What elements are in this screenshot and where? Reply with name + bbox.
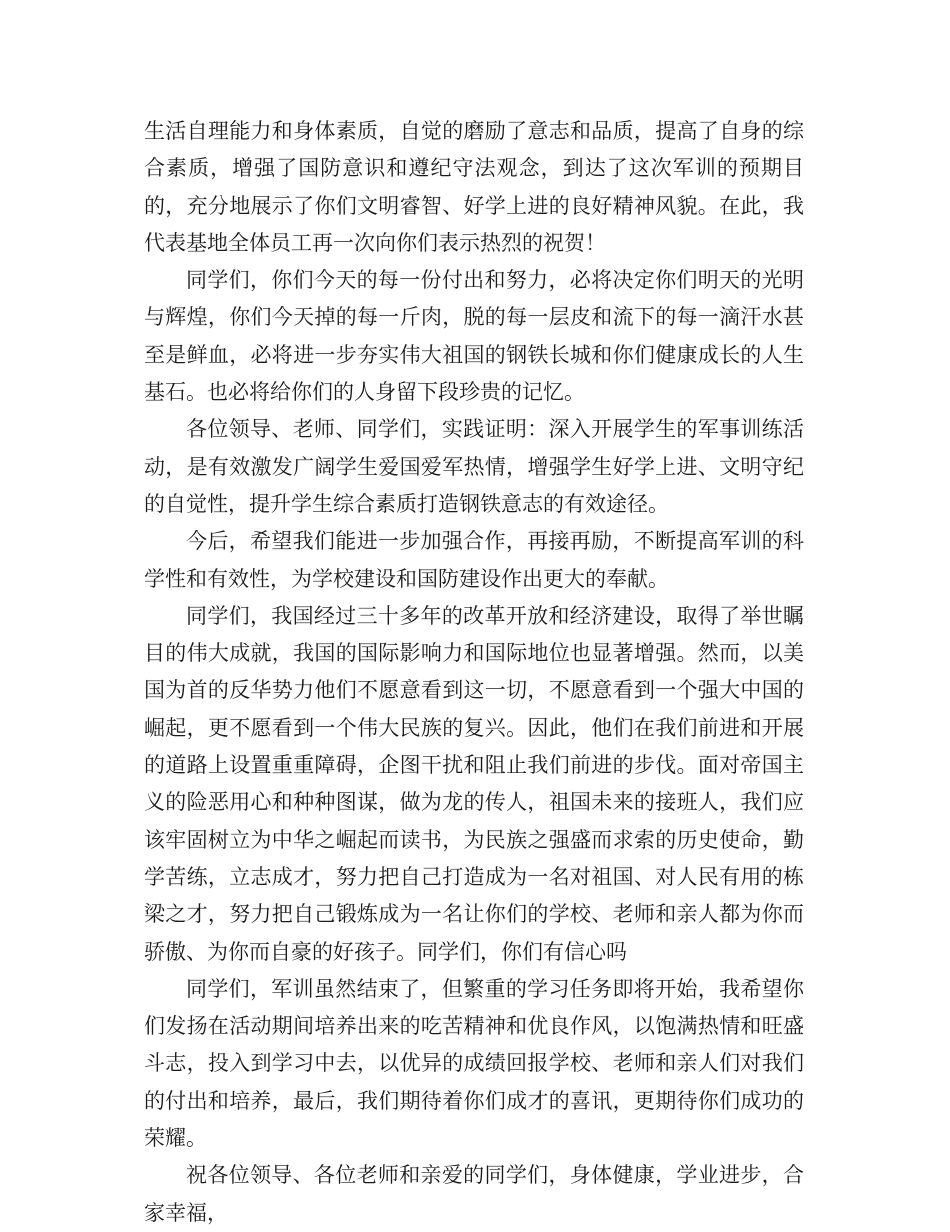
paragraph-4: 今后，希望我们能进一步加强合作，再接再励，不断提高军训的科学性和有效性，为学校建设和国防建设作出更大的奉献。 xyxy=(144,529,804,591)
paragraph-5: 同学们，我国经过三十多年的改革开放和经济建设，取得了举世瞩目的伟大成就，我国的国际影响力和国际地位也显著增强。然而，以美国为首的反华势力他们不愿意看到这一切，不愿意看到一个强大中国的崛起，更不愿看到一个伟大民族的复兴。因此，他们在我们前进和开展的道路上设置重重障碍，企图干扰和阻止我们前进的步伐。面对帝国主义的险恶用心和种种图谋，做为龙的传人，祖国未来的接班人，我们应该牢固树立为中华之崛起而读书，为民族之强盛而求索的历史使命，勤学苦练，立志成才，努力把自己打造成为一名对祖国、对人民有用的栋梁之才，努力把自己锻炼成为一名让你们的学校、老师和亲人都为你而骄傲、为你而自豪的好孩子。同学们，你们有信心吗 xyxy=(144,603,804,964)
paragraph-7: 祝各位领导、各位老师和亲爱的同学们，身体健康，学业进步，合家幸福， xyxy=(144,1163,804,1225)
paragraph-2: 同学们，你们今天的每一份付出和努力，必将决定你们明天的光明与辉煌，你们今天掉的每一斤肉，脱的每一层皮和流下的每一滴汗水甚至是鲜血，必将进一步夯实伟大祖国的钢铁长城和你们健康成长的人生基石。也必将给你们的人身留下段珍贵的记忆。 xyxy=(144,268,804,405)
paragraph-6: 同学们，军训虽然结束了，但繁重的学习任务即将开始，我希望你们发扬在活动期间培养出来的吃苦精神和优良作风，以饱满热情和旺盛斗志，投入到学习中去，以优异的成绩回报学校、老师和亲人们对我们的付出和培养，最后，我们期待着你们成才的喜讯，更期待你们成功的荣耀。 xyxy=(144,976,804,1151)
paragraph-3: 各位领导、老师、同学们，实践证明：深入开展学生的军事训练活动，是有效激发广阔学生爱国爱军热情，增强学生好学上进、文明守纪的自觉性，提升学生综合素质打造钢铁意志的有效途径。 xyxy=(144,417,804,516)
paragraph-1: 生活自理能力和身体素质，自觉的磨励了意志和品质，提高了自身的综合素质，增强了国防意识和遵纪守法观念，到达了这次军训的预期目的，充分地展示了你们文明睿智、好学上进的良好精神风貌。在此，我代表基地全体员工再一次向你们表示热烈的祝贺！ xyxy=(144,119,804,255)
document-body xyxy=(144,113,804,1232)
